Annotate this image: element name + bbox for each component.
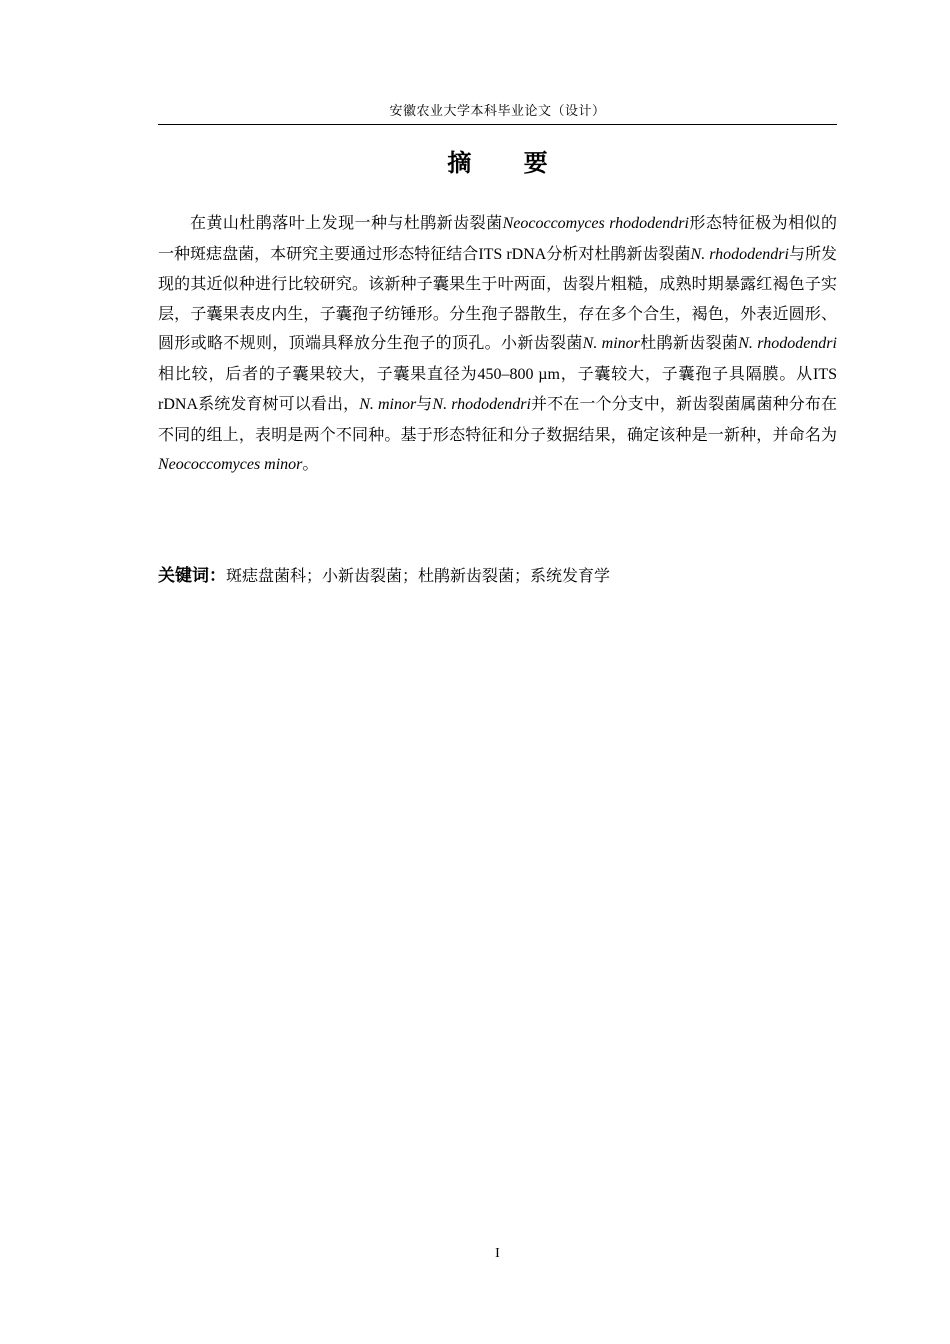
running-header: 安徽农业大学本科毕业论文（设计） [389,104,606,119]
keywords-text: 斑痣盘菌科；小新齿裂菌；杜鹃新齿裂菌；系统发育学 [226,566,611,585]
header-rule [158,124,837,125]
abstract-text: 系统发育树可以看出， [198,394,360,413]
abstract-paragraph [158,208,837,480]
abstract-text: 杜鹃新齿裂菌 [639,333,739,352]
abstract-text: 与 [416,394,433,413]
species-name: Neococcomyces minor [158,456,303,473]
keywords-line [158,562,837,590]
page-number: I [495,1246,500,1261]
method-term: ITS rDNA [158,365,837,413]
abstract-text: 。 [302,454,319,473]
measurement: 450–800 µm [477,365,560,383]
species-name: N. minor [582,335,640,352]
species-name: N. minor [359,396,417,413]
abstract-text: 与所发现的其近似种进行比较研究。该新种子囊果生于叶两面，齿裂片粗糙，成熟时期暴露红褐色子实层，子囊果表皮内生，子囊孢子纺锤形。分生孢子器散生，存在多个合生，褐色，外表近圆形、圆形或略不规则，顶端具释放分生孢子的顶孔。小新齿裂菌 [158,243,837,352]
keywords-label: 关键词： [158,566,226,586]
abstract-text: 在黄山杜鹃落叶上发现一种与杜鹃新齿裂菌 [190,213,503,232]
abstract-text: 形态特征极为相似的一种斑痣盘菌，本研究主要通过形态特征结合 [158,213,837,263]
abstract-text: 相比较，后者的子囊果较大，子囊果直径为 [158,363,478,383]
species-name: N. rhododendri [690,245,789,263]
abstract-text: ，子囊较大，子囊孢子具隔膜。从 [559,363,813,383]
species-name: Neococcomyces rhododendri [502,215,689,232]
page-title: 摘 要 [447,149,570,177]
abstract-text: 分析对杜鹃新齿裂菌 [546,243,691,263]
method-term: ITS rDNA [478,245,547,263]
species-name: N. rhododendri [432,396,531,413]
abstract-text: 并不在一个分支中，新齿裂菌属菌种分布在不同的组上，表明是两个不同种。基于形态特征和分子数据结果，确定该种是一新种，并命名为 [158,394,837,444]
species-name: N. rhododendri [738,335,837,352]
